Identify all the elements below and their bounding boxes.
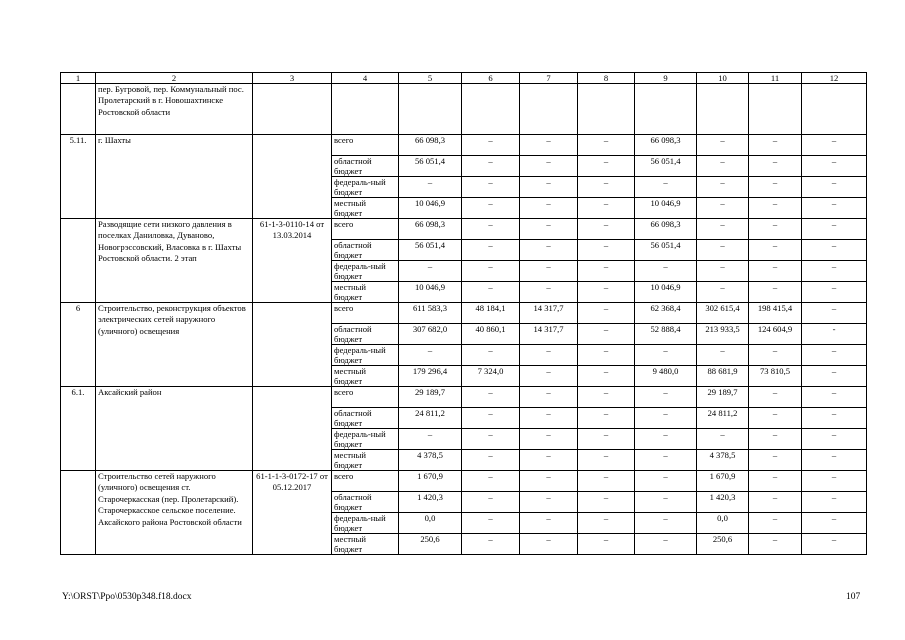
amount-cell: – [578,135,635,156]
table-row [61,135,867,156]
amount-cell: 48 184,1 [462,303,520,324]
column-number-12: 12 [802,73,867,84]
amount-cell: 73 810,5 [749,366,802,387]
amount-cell: 1 670,9 [697,471,749,492]
amount-cell: – [802,156,867,177]
table-row [61,387,867,408]
funding-source: областной бюджет [332,156,399,177]
amount-cell: – [635,261,697,282]
amount-cell: – [520,492,578,513]
expertise-reference: 61-1-1-3-0172-17 от 05.12.2017 [253,471,332,555]
column-number-8: 8 [578,73,635,84]
amount-cell: – [749,282,802,303]
header-row [61,73,867,84]
amount-cell: – [462,492,520,513]
amount-cell: – [578,408,635,429]
amount-cell: – [462,177,520,198]
amount-cell: – [462,345,520,366]
item-name: пер. Бугровой, пер. Коммунальный пос. Пролетарский в г. Новошахтинске Ростовской области [96,84,253,135]
amount-cell: – [697,240,749,261]
column-number-3: 3 [253,73,332,84]
amount-cell: 0,0 [697,513,749,534]
funding-source: всего [332,303,399,324]
amount-cell: – [578,198,635,219]
table-row [61,84,867,135]
amount-cell: – [462,135,520,156]
item-name: Строительство сетей наружного (уличного) освещения ст. Старочеркасская (пер. Пролетарский). Старочеркасское сельское поселение. Аксайского района Ростовской области [96,471,253,555]
amount-cell [520,84,578,135]
amount-cell: – [635,177,697,198]
amount-cell: – [520,429,578,450]
amount-cell: – [462,156,520,177]
amount-cell: – [520,534,578,555]
amount-cell: 56 051,4 [635,240,697,261]
amount-cell: – [802,282,867,303]
amount-cell: – [462,282,520,303]
amount-cell: – [520,135,578,156]
amount-cell: – [578,471,635,492]
file-path: Y:\ORST\Ppo\0530p348.f18.docx [62,592,192,602]
amount-cell: – [697,135,749,156]
amount-cell: 4 378,5 [697,450,749,471]
amount-cell: – [578,177,635,198]
funding-source: местный бюджет [332,366,399,387]
amount-cell: – [749,156,802,177]
expertise-reference: 61-1-3-0110-14 от 13.03.2014 [253,219,332,303]
item-name: г. Шахты [96,135,253,219]
amount-cell: – [462,513,520,534]
amount-cell: – [462,429,520,450]
amount-cell: – [520,366,578,387]
amount-cell: 14 317,7 [520,324,578,345]
amount-cell: – [578,345,635,366]
amount-cell: 56 051,4 [635,156,697,177]
amount-cell: – [749,534,802,555]
amount-cell: – [635,387,697,408]
amount-cell: 24 811,2 [697,408,749,429]
amount-cell: – [578,240,635,261]
funding-source: областной бюджет [332,408,399,429]
expertise-reference [253,84,332,135]
funding-source: местный бюджет [332,450,399,471]
amount-cell: 7 324,0 [462,366,520,387]
amount-cell: – [520,261,578,282]
column-number-2: 2 [96,73,253,84]
amount-cell [578,84,635,135]
amount-cell: – [635,471,697,492]
amount-cell: – [578,156,635,177]
amount-cell: – [802,471,867,492]
amount-cell [802,84,867,135]
amount-cell: – [399,429,462,450]
amount-cell: – [520,471,578,492]
column-number-1: 1 [61,73,96,84]
amount-cell: – [520,408,578,429]
amount-cell: – [802,408,867,429]
funding-source: областной бюджет [332,324,399,345]
amount-cell: – [749,471,802,492]
amount-cell: – [399,177,462,198]
amount-cell: – [749,261,802,282]
amount-cell: – [697,177,749,198]
funding-source: федераль-ный бюджет [332,513,399,534]
funding-source: областной бюджет [332,240,399,261]
amount-cell: – [749,198,802,219]
amount-cell: – [802,303,867,324]
amount-cell: – [520,450,578,471]
funding-source: федераль-ный бюджет [332,261,399,282]
funding-source: федераль-ный бюджет [332,429,399,450]
funding-source [332,84,399,135]
amount-cell: – [578,450,635,471]
item-number [61,219,96,303]
funding-source: местный бюджет [332,534,399,555]
amount-cell: – [697,261,749,282]
amount-cell: – [578,282,635,303]
amount-cell: – [749,429,802,450]
item-name: Строительство, реконструкция объектов электрических сетей наружного (уличного) освещения [96,303,253,387]
funding-source: всего [332,219,399,240]
amount-cell: – [462,534,520,555]
column-number-4: 4 [332,73,399,84]
amount-cell: 250,6 [399,534,462,555]
funding-source: федераль-ный бюджет [332,177,399,198]
column-number-7: 7 [520,73,578,84]
amount-cell: 179 296,4 [399,366,462,387]
item-name: Разводящие сети низкого давления в поселках Даниловка, Дуваново, Новогрэссовский, Власовка в г. Шахты Ростовской области. 2 этап [96,219,253,303]
amount-cell: 10 046,9 [635,198,697,219]
amount-cell [697,84,749,135]
amount-cell: 124 604,9 [749,324,802,345]
amount-cell: – [578,387,635,408]
item-number: 5.11. [61,135,96,219]
amount-cell: – [802,345,867,366]
amount-cell: 0,0 [399,513,462,534]
amount-cell: 9 480,0 [635,366,697,387]
item-number: 6.1. [61,387,96,471]
amount-cell: 1 420,3 [399,492,462,513]
amount-cell: – [697,198,749,219]
amount-cell: – [578,324,635,345]
amount-cell: 66 098,3 [399,219,462,240]
amount-cell: 52 888,4 [635,324,697,345]
expertise-reference [253,303,332,387]
amount-cell: – [462,450,520,471]
amount-cell: 66 098,3 [635,135,697,156]
amount-cell: – [697,156,749,177]
column-number-9: 9 [635,73,697,84]
amount-cell: 198 415,4 [749,303,802,324]
amount-cell: – [697,219,749,240]
amount-cell: – [802,366,867,387]
amount-cell: – [802,198,867,219]
amount-cell: – [749,408,802,429]
column-number-11: 11 [749,73,802,84]
amount-cell: – [802,387,867,408]
amount-cell: – [802,450,867,471]
column-number-6: 6 [462,73,520,84]
amount-cell: – [749,513,802,534]
amount-cell: 4 378,5 [399,450,462,471]
amount-cell: – [462,219,520,240]
amount-cell: – [462,408,520,429]
amount-cell: 62 368,4 [635,303,697,324]
amount-cell: 29 189,7 [697,387,749,408]
amount-cell: 56 051,4 [399,156,462,177]
column-number-5: 5 [399,73,462,84]
amount-cell: 40 860,1 [462,324,520,345]
amount-cell: – [578,303,635,324]
amount-cell: – [520,219,578,240]
amount-cell: 14 317,7 [520,303,578,324]
amount-cell: 302 615,4 [697,303,749,324]
amount-cell: - [802,324,867,345]
funding-source: местный бюджет [332,198,399,219]
amount-cell: – [635,345,697,366]
funding-source: местный бюджет [332,282,399,303]
funding-source: всего [332,387,399,408]
amount-cell: – [635,492,697,513]
table-row [61,471,867,492]
amount-cell: – [462,240,520,261]
column-number-10: 10 [697,73,749,84]
amount-cell: – [802,429,867,450]
page-number: 107 [846,592,861,602]
amount-cell: – [749,387,802,408]
amount-cell: – [802,135,867,156]
amount-cell: – [578,366,635,387]
item-number: 6 [61,303,96,387]
amount-cell: 66 098,3 [399,135,462,156]
amount-cell: – [749,219,802,240]
amount-cell: 250,6 [697,534,749,555]
budget-table [60,72,867,555]
amount-cell: – [635,534,697,555]
amount-cell: – [802,261,867,282]
amount-cell: – [635,513,697,534]
amount-cell [399,84,462,135]
amount-cell: 88 681,9 [697,366,749,387]
amount-cell: – [635,450,697,471]
amount-cell: – [578,492,635,513]
amount-cell: – [749,135,802,156]
funding-source: федераль-ный бюджет [332,345,399,366]
amount-cell: – [697,282,749,303]
funding-source: областной бюджет [332,492,399,513]
amount-cell: – [520,282,578,303]
amount-cell: – [697,429,749,450]
amount-cell: – [802,492,867,513]
amount-cell: – [578,534,635,555]
amount-cell: – [697,345,749,366]
amount-cell: – [802,513,867,534]
item-number [61,84,96,135]
amount-cell: – [462,198,520,219]
amount-cell: – [635,408,697,429]
amount-cell: – [520,387,578,408]
amount-cell: – [578,513,635,534]
amount-cell: – [520,240,578,261]
amount-cell: – [520,177,578,198]
amount-cell: 1 670,9 [399,471,462,492]
amount-cell: – [749,450,802,471]
amount-cell: – [802,219,867,240]
item-name: Аксайский район [96,387,253,471]
amount-cell: – [399,345,462,366]
amount-cell: 10 046,9 [399,198,462,219]
amount-cell: – [520,156,578,177]
expertise-reference [253,135,332,219]
amount-cell: – [520,198,578,219]
amount-cell: – [520,513,578,534]
amount-cell: 213 933,5 [697,324,749,345]
amount-cell: 10 046,9 [399,282,462,303]
amount-cell: 29 189,7 [399,387,462,408]
amount-cell: – [749,492,802,513]
funding-source: всего [332,135,399,156]
amount-cell: – [749,345,802,366]
expertise-reference [253,387,332,471]
amount-cell: 307 682,0 [399,324,462,345]
amount-cell: – [749,240,802,261]
amount-cell: – [399,261,462,282]
amount-cell: – [802,534,867,555]
amount-cell: – [749,177,802,198]
amount-cell: 66 098,3 [635,219,697,240]
amount-cell: 611 583,3 [399,303,462,324]
amount-cell [462,84,520,135]
amount-cell: – [802,177,867,198]
amount-cell: – [578,219,635,240]
table-row [61,219,867,240]
table-row [61,303,867,324]
amount-cell: – [578,261,635,282]
amount-cell [749,84,802,135]
amount-cell: 1 420,3 [697,492,749,513]
amount-cell: – [462,387,520,408]
funding-source: всего [332,471,399,492]
amount-cell: 56 051,4 [399,240,462,261]
item-number [61,471,96,555]
amount-cell: – [635,429,697,450]
amount-cell: – [578,429,635,450]
amount-cell: 24 811,2 [399,408,462,429]
amount-cell: – [520,345,578,366]
amount-cell: – [462,471,520,492]
amount-cell: – [802,240,867,261]
amount-cell [635,84,697,135]
amount-cell: 10 046,9 [635,282,697,303]
amount-cell: – [462,261,520,282]
